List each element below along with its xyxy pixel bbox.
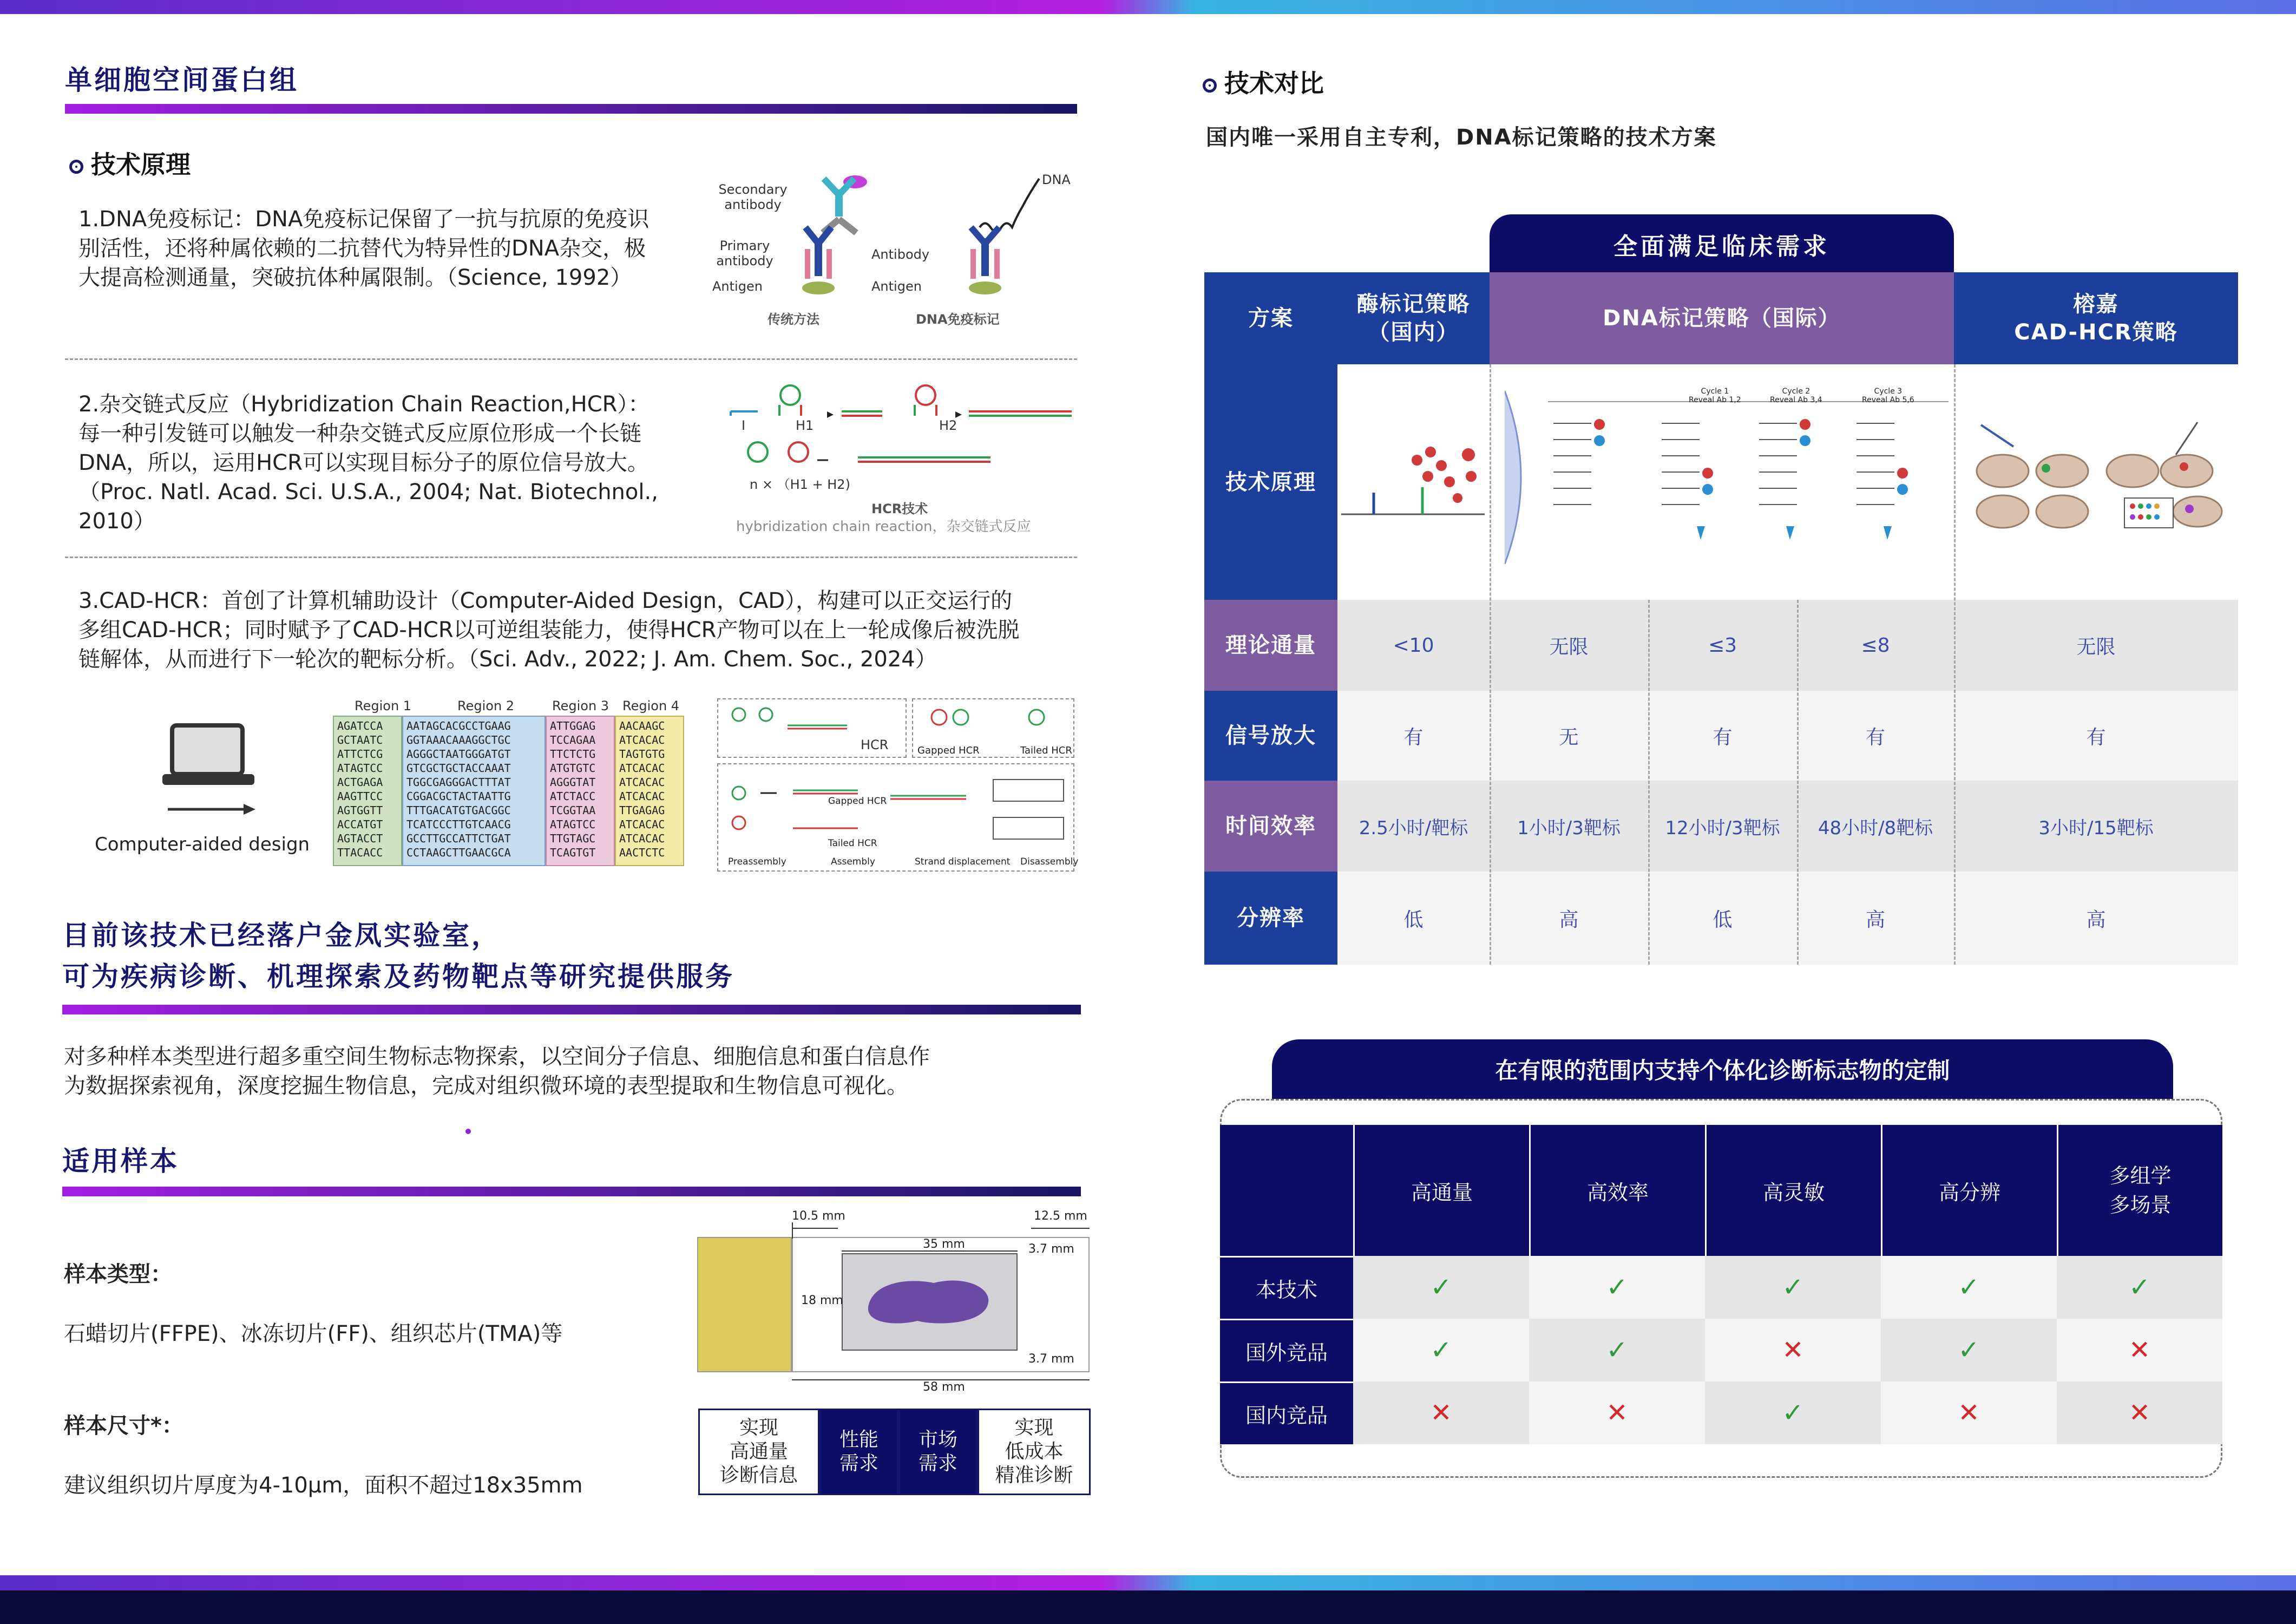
sequence-line: ATAGTCC [337, 762, 383, 775]
sequence-line: ATCACAC [619, 818, 665, 831]
sample-size-label: 样本尺寸*： [64, 1413, 183, 1438]
hcr-h1-label: H1 [796, 418, 814, 433]
circle-bullet-icon [69, 160, 83, 174]
text-line: 链解体，从而进行下一轮次的靶标分析。（Sci. Adv., 2022; J. Am. Chem. Soc., 2024） [78, 647, 937, 672]
region-4-column [615, 716, 684, 866]
text-line: （Proc. Natl. Acad. Sci. U.S.A., 2004; Nat. Biotechnol., [78, 480, 658, 505]
sequence-line: TTTGACATGTGACGGC [406, 804, 511, 817]
tailed-hcr-label-2: Tailed HCR [828, 838, 877, 849]
region-1-column [333, 716, 402, 866]
slide-dim-58mm: 58 mm [923, 1380, 965, 1394]
tissue-shape-icon [858, 1272, 999, 1332]
tailed-hcr-label: Tailed HCR [1020, 745, 1072, 756]
feature-high-throughput: 实现 高通量 诊断信息 [698, 1409, 819, 1495]
principle-3-text [78, 586, 1080, 674]
cross-icon: ✕ [1705, 1319, 1881, 1381]
hcr-schematic-icon [717, 698, 1074, 872]
cell-value: <10 [1393, 634, 1434, 657]
dna-labeled-antibody-icon [942, 168, 1050, 298]
sequence-line: AGATCCA [337, 719, 383, 732]
region-2-column [402, 716, 546, 866]
sample-type-value: 石蜡切片(FFPE)、冰冻切片(FF)、组织芯片(TMA)等 [64, 1321, 563, 1346]
section-divider [65, 358, 1077, 360]
section-divider [65, 556, 1077, 558]
laptop-icon [157, 720, 265, 828]
compare-heading [1203, 64, 1324, 100]
cell-value: ≤3 [1708, 634, 1737, 657]
sequence-line: AGTGGTT [337, 804, 383, 817]
cell-value: 有 [2086, 726, 2106, 749]
sample-type-label: 样本类型： [64, 1262, 172, 1287]
row-header-time: 时间效率 [1204, 781, 1337, 872]
dim-line [792, 1228, 838, 1229]
stage-disassembly: Disassembly [1020, 856, 1079, 867]
feature-low-cost: 实现 低成本 精准诊断 [978, 1409, 1091, 1495]
row-header-amplification: 信号放大 [1204, 691, 1337, 781]
secondary-antibody-label: Secondary antibody [718, 182, 788, 212]
t2-col-efficiency: 高效率 [1529, 1125, 1705, 1256]
feature-box-group [698, 1409, 1089, 1495]
region-3-column [546, 716, 615, 866]
cell-value: 低 [1713, 908, 1733, 931]
cell-value: 高 [1559, 908, 1579, 931]
check-icon: ✓ [1881, 1319, 2057, 1381]
sequence-line: TTCTCTG [550, 748, 596, 761]
feature-market: 市场 需求 [898, 1409, 978, 1495]
text-line: 大提高检测通量，突破抗体种属限制。（Science, 1992） [78, 265, 632, 290]
col-header-scheme: 方案 [1204, 272, 1337, 364]
sequence-line: TTGAGAG [619, 804, 665, 817]
sequence-line: ATAGTCC [550, 818, 596, 831]
text-line: 1.DNA免疫标记：DNA免疫标记保留了一抗与抗原的免疫识 [78, 207, 650, 232]
dna-label-caption: DNA免疫标记 [916, 312, 1000, 327]
check-icon: ✓ [1705, 1256, 1881, 1319]
cell-value: ≤8 [1861, 634, 1890, 657]
enzyme-principle-figure [1341, 422, 1487, 520]
custom-table-title: 在有限的范围内支持个体化诊断标志物的定制 [1272, 1039, 2173, 1099]
traditional-antibody-icon [779, 168, 888, 298]
check-icon: ✓ [1353, 1319, 1529, 1381]
sequence-line: AAGTTCC [337, 790, 383, 803]
hcr-diagram-icon [725, 379, 1077, 487]
col-header-dna-intl: DNA标记策略（国际） [1490, 272, 1954, 364]
region-3-header: Region 3 [552, 698, 609, 713]
hcr-repeat-label: n × （H1 + H2) [750, 477, 850, 492]
cell-value: 有 [1403, 726, 1423, 749]
t2-col-throughput: 高通量 [1353, 1125, 1529, 1256]
sequence-line: ACCATGT [337, 818, 383, 831]
row-header-resolution: 分辨率 [1204, 872, 1337, 965]
cross-icon: ✕ [1529, 1381, 1705, 1444]
sequence-line: TCAGTGT [550, 846, 596, 859]
sequence-line: ATCTACC [550, 790, 596, 803]
sequence-line: AGTACCT [337, 832, 383, 845]
bottom-gradient-bar [0, 1575, 2296, 1590]
sequence-table [333, 698, 766, 872]
check-icon: ✓ [1353, 1256, 1529, 1319]
sequence-line: ATCACAC [619, 762, 665, 775]
antibody-figure [709, 168, 1077, 330]
dim-tick [792, 1222, 793, 1239]
col-header-cad-hcr: 榕嘉 CAD-HCR策略 [1954, 272, 2238, 364]
clinical-needs-tab: 全面满足临床需求 [1490, 214, 1954, 274]
cell-value: 3小时/15靶标 [2038, 817, 2154, 839]
cell-value: 有 [1865, 726, 1885, 749]
sequence-line: TCGGTAA [550, 804, 596, 817]
stage-preassembly: Preassembly [728, 856, 786, 867]
t2-col-resolution: 高分辨 [1881, 1125, 2057, 1256]
sequence-line: AATAGCACGCCTGAAG [406, 719, 511, 732]
check-icon: ✓ [1529, 1319, 1705, 1381]
cell-value: 无限 [2076, 636, 2116, 658]
gapped-hcr-label-2: Gapped HCR [828, 796, 887, 807]
circle-bullet-icon [1203, 78, 1217, 93]
sequence-line: ATCACAC [619, 776, 665, 789]
lab-title-line: 可为疾病诊断、机理探索及药物靶点等研究提供服务 [62, 961, 734, 992]
cross-icon: ✕ [1881, 1381, 2057, 1444]
sequence-line: TTGTAGC [550, 832, 596, 845]
stage-strand-displacement: Strand displacement [915, 856, 1011, 867]
check-icon: ✓ [1529, 1256, 1705, 1319]
page-title: 单细胞空间蛋白组 [65, 64, 299, 96]
principle-1-text [78, 205, 701, 292]
hcr-initiator-label: I [742, 418, 746, 433]
sequence-line: AGGGCTAATGGGATGT [406, 748, 511, 761]
compare-subtitle: 国内唯一采用自主专利，DNA标记策略的技术方案 [1206, 125, 1717, 150]
sequence-line: GCTAATC [337, 734, 383, 746]
cell-value: 高 [2086, 908, 2106, 931]
lab-title-line: 目前该技术已经落户金凤实验室， [62, 920, 501, 951]
region-4-header: Region 4 [622, 698, 680, 713]
decorative-dot [465, 1129, 471, 1134]
feature-performance: 性能 需求 [819, 1409, 898, 1495]
lab-title [62, 915, 734, 997]
cycle-1-label: Cycle 1 Reveal Ab 1,2 [1689, 387, 1741, 404]
title-underline [65, 104, 1077, 114]
sequence-line: TCATCCCTTGTCAACG [406, 818, 511, 831]
cell-value: 高 [1865, 908, 1885, 931]
antigen-label: Antigen [712, 279, 763, 294]
text-line: 2.杂交链式反应（Hybridization Chain Reaction,HCR）： [78, 392, 650, 417]
text-line: 每一种引发链可以触发一种杂交链式反应原位形成一个长链 [78, 421, 641, 446]
principle-heading-text: 技术原理 [91, 150, 191, 179]
row-header-principle: 技术原理 [1204, 364, 1337, 600]
cell-value: 2.5小时/靶标 [1359, 817, 1468, 839]
dna-intl-principle-figure [1505, 385, 1954, 569]
cell-value: 无限 [1549, 636, 1589, 658]
cross-icon: ✕ [2057, 1381, 2222, 1444]
sequence-line: ATTGGAG [550, 719, 596, 732]
t2-row-label: 国内竞品 [1220, 1381, 1353, 1444]
hcr-panel-label: HCR [861, 737, 889, 752]
cad-label: Computer-aided design [95, 834, 310, 855]
cell-value: 12小时/3靶标 [1665, 817, 1780, 839]
dna-label: DNA [1042, 172, 1071, 187]
sequence-line: ACTGAGA [337, 776, 383, 789]
cad-hcr-figure [87, 698, 1088, 877]
sample-size-value: 建议组织切片厚度为4-10μm，面积不超过18x35mm [64, 1473, 583, 1498]
sample-title: 适用样本 [62, 1145, 179, 1177]
hcr-variants-panel [717, 698, 1079, 872]
check-icon: ✓ [1881, 1256, 2057, 1319]
slide-diagram [696, 1207, 1091, 1397]
region-1-header: Region 1 [355, 698, 412, 713]
region-2-header: Region 2 [457, 698, 515, 713]
traditional-method-caption: 传统方法 [767, 312, 819, 327]
sequence-line: AACAAGC [619, 719, 665, 732]
sequence-line: TGGCGAGGGACTTTAT [406, 776, 511, 789]
sequence-line: ATTCTCG [337, 748, 383, 761]
cell-value: 有 [1713, 726, 1733, 749]
sequence-line: GTCGCTGCTACCAAAT [406, 762, 511, 775]
principle-heading [69, 145, 191, 181]
sequence-line: TTACACC [337, 846, 383, 859]
gapped-hcr-label: Gapped HCR [917, 745, 980, 756]
cad-hcr-principle-figure [1970, 417, 2225, 547]
t2-col-multiomics: 多组学 多场景 [2057, 1125, 2222, 1256]
sequence-line: TCCAGAA [550, 734, 596, 746]
text-line: 为数据探索视角，深度挖掘生物信息，完成对组织微环境的表型提取和生物信息可视化。 [64, 1073, 908, 1098]
cell-value: 低 [1403, 908, 1423, 931]
hcr-h2-label: H2 [939, 418, 957, 433]
slide-dim-12-5mm: 12.5 mm [1034, 1209, 1087, 1223]
row-header-throughput: 理论通量 [1204, 600, 1337, 691]
text-line: 2010） [78, 509, 155, 534]
text-line: 3.CAD-HCR：首创了计算机辅助设计（Computer-Aided Design，CAD），构建可以正交运行的 [78, 588, 1013, 613]
antigen-label-2: Antigen [871, 279, 922, 294]
col-header-enzyme: 酶标记策略 （国内） [1337, 272, 1490, 364]
bottom-dark-bar [0, 1590, 2296, 1624]
cross-icon: ✕ [1353, 1381, 1529, 1444]
t2-row-label: 国外竞品 [1220, 1319, 1353, 1381]
sequence-line: CGGACGCTACTAATTG [406, 790, 511, 803]
text-line: 多组CAD-HCR；同时赋予了CAD-HCR以可逆组装能力，使得HCR产物可以在上一轮成像后被洗脱 [78, 618, 1020, 643]
cell-value: 48小时/8靶标 [1818, 817, 1933, 839]
cell-value: 无 [1559, 726, 1579, 749]
t2-col-sensitivity: 高灵敏 [1705, 1125, 1881, 1256]
cycle-2-label: Cycle 2 Reveal Ab 3,4 [1770, 387, 1822, 404]
sequence-line: GCCTTGCCATTCTGAT [406, 832, 511, 845]
sequence-line: GGTAAACAAAGGCTGC [406, 734, 511, 746]
cycle-3-label: Cycle 3 Reveal Ab 5,6 [1862, 387, 1914, 404]
slide-dim-3-7mm-top: 3.7 mm [1028, 1242, 1074, 1256]
slide-label-area [697, 1237, 792, 1372]
primary-antibody-label: Primary antibody [716, 238, 773, 269]
t2-row-label: 本技术 [1220, 1256, 1353, 1319]
antibody-label: Antibody [871, 247, 930, 262]
cell-value: 1小时/3靶标 [1517, 817, 1621, 839]
slide-dim-18mm: 18 mm [801, 1294, 843, 1307]
check-icon: ✓ [1705, 1381, 1881, 1444]
hcr-subcaption: hybridization chain reaction，杂交链式反应 [736, 519, 1031, 535]
sequence-line: ATGTGTC [550, 762, 596, 775]
sequence-line: TAGTGTG [619, 748, 665, 761]
text-line: DNA，所以，运用HCR可以实现目标分子的原位信号放大。 [78, 450, 649, 475]
t2-corner [1220, 1125, 1353, 1256]
text-line: 对多种样本类型进行超多重空间生物标志物探索，以空间分子信息、细胞信息和蛋白信息作 [64, 1044, 930, 1069]
sequence-line: ATCACAC [619, 832, 665, 845]
slide-dim-35mm: 35 mm [923, 1237, 965, 1251]
lab-title-underline [62, 1005, 1081, 1014]
sequence-line: AGGGTAT [550, 776, 596, 789]
sample-title-underline [62, 1187, 1081, 1196]
slide-dim-3-7mm-bottom: 3.7 mm [1028, 1352, 1074, 1366]
sequence-line: CCTAAGCTTGAACGCA [406, 846, 511, 859]
stage-assembly: Assembly [831, 856, 875, 867]
lab-description [64, 1042, 1081, 1101]
text-line: 别活性，还将种属依赖的二抗替代为特异性的DNA杂交，极 [78, 236, 646, 261]
cross-icon: ✕ [2057, 1319, 2222, 1381]
check-icon: ✓ [2057, 1256, 2222, 1319]
hcr-caption: HCR技术 [871, 501, 928, 516]
compare-heading-text: 技术对比 [1224, 69, 1324, 98]
sequence-line: ATCACAC [619, 790, 665, 803]
sequence-line: AACTCTC [619, 846, 665, 859]
hcr-figure [725, 379, 1077, 536]
top-gradient-bar [0, 0, 2296, 14]
sequence-line: ATCACAC [619, 734, 665, 746]
dim-line [1031, 1228, 1090, 1229]
principle-2-text [78, 390, 701, 536]
slide-dim-10-5mm: 10.5 mm [792, 1209, 845, 1223]
